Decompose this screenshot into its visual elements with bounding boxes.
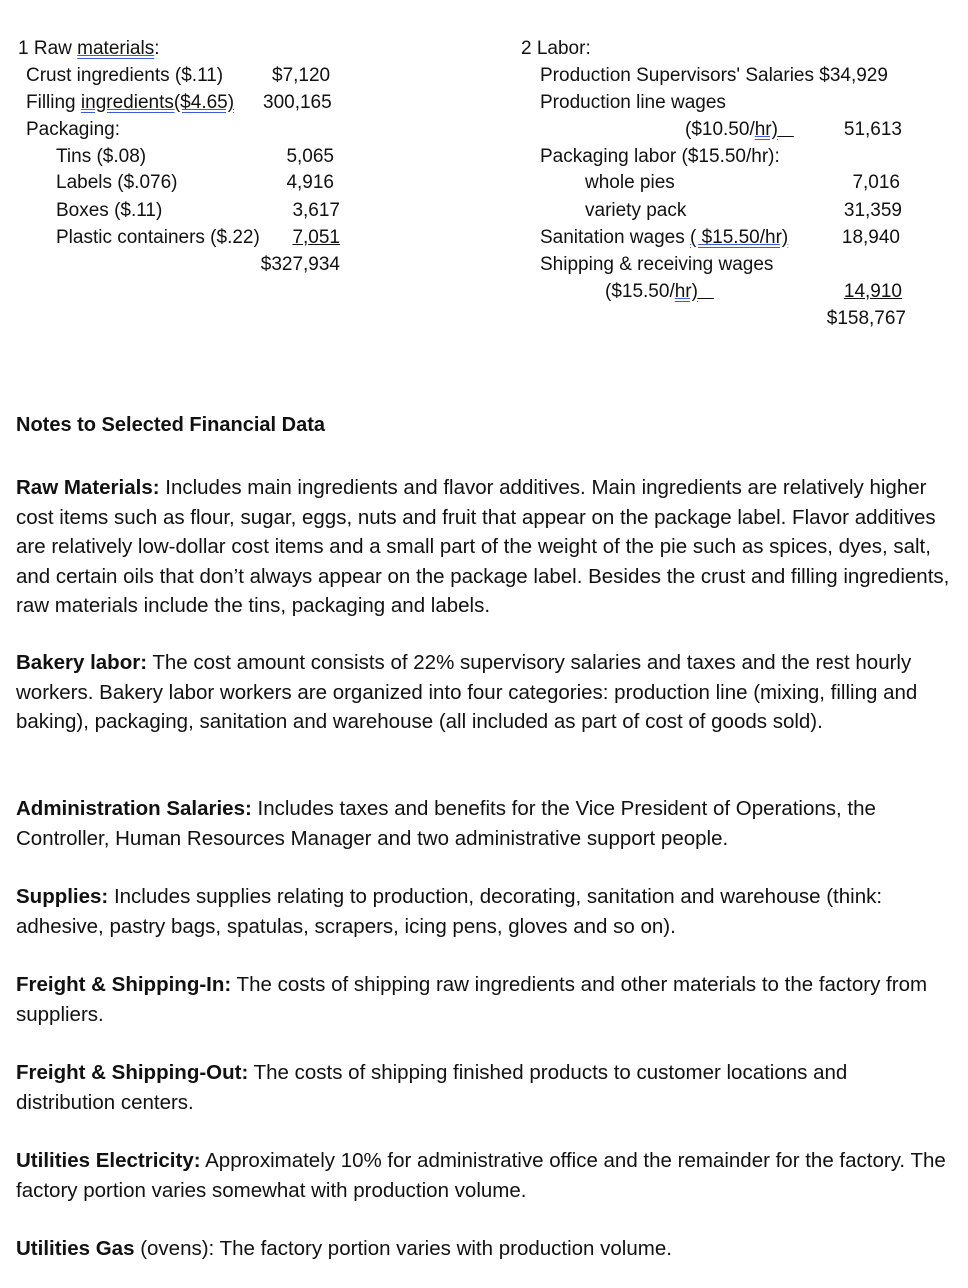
note-text: Approximately 10% for administrative office and the remainder for the factory. The factory portion varies somewhat with production volume. <box>16 1149 946 1202</box>
whole-pies-label: whole pies <box>585 172 675 193</box>
note-text: (ovens): The factory portion varies with production volume. <box>134 1237 672 1260</box>
raw-materials-total: $327,934 <box>260 254 340 275</box>
note-term: Utilities Gas <box>16 1237 135 1260</box>
note-bakery-labor <box>16 648 952 737</box>
note-supplies <box>16 882 952 941</box>
shipping-receiving-rate: ($15.50/hr) <box>605 281 698 302</box>
note-freight-shipping-in <box>16 970 952 1029</box>
note-text: Includes main ingredients and flavor additives. Main ingredients are relatively higher cost items such as flour, sugar, eggs, nuts and fruit that appear on the package label. Flavor additives are relatively low-dollar cost items and a small part of the weight of the pie such as spices, dyes, salt, and certain oils that don’t always appear on the package label. Besides the crust and filling ingredients, raw materials include the tins, packaging and labels. <box>16 476 950 617</box>
filling-value: 300,165 <box>263 92 332 113</box>
note-term: Administration Salaries: <box>16 797 252 820</box>
variety-pack-label: variety pack <box>585 200 687 221</box>
note-term: Bakery labor: <box>16 651 148 674</box>
note-text: The cost amount consists of 22% supervisory salaries and taxes and the rest hourly workers. Bakery labor workers are organized into four categories: production line (mixing, filling and baking), packaging, sanitation and warehouse (all included as part of cost of goods sold). <box>16 651 918 733</box>
note-administration-salaries <box>16 794 952 853</box>
tins-label: Tins ($.08) <box>56 146 147 167</box>
note-text: Includes taxes and benefits for the Vice President of Operations, the Controller, Human Resources Manager and two administrative support people. <box>16 797 876 850</box>
production-line-rate: ($10.50/hr) <box>685 119 778 140</box>
note-term: Freight & Shipping-Out: <box>16 1061 249 1084</box>
variety-pack-value: 31,359 <box>843 200 902 221</box>
plastic-containers-value: 7,051 <box>292 227 340 248</box>
packaging-labor-label: Packaging labor ($15.50/hr): <box>540 146 780 167</box>
labels-label: Labels ($.076) <box>56 172 178 193</box>
boxes-value: 3,617 <box>292 200 340 221</box>
note-term: Supplies: <box>16 885 109 908</box>
note-term: Freight & Shipping-In: <box>16 973 232 996</box>
note-text: Includes supplies relating to production, decorating, sanitation and warehouse (think: adhesive, pastry bags, spatulas, scrapers, icing pens, gloves and so on). <box>16 885 883 938</box>
shipping-receiving-label: Shipping & receiving wages <box>540 254 774 275</box>
shipping-receiving-value: 14,910 <box>843 281 902 302</box>
boxes-label: Boxes ($.11) <box>56 200 163 221</box>
plastic-containers-label: Plastic containers ($.22) <box>56 227 260 248</box>
production-line-value: 51,613 <box>843 119 902 140</box>
note-text: The costs of shipping raw ingredients and other materials to the factory from suppliers. <box>16 973 928 1026</box>
note-raw-materials <box>16 473 952 621</box>
note-freight-shipping-out <box>16 1058 952 1117</box>
note-utilities-electricity <box>16 1146 952 1205</box>
notes-title: Notes to Selected Financial Data <box>16 414 325 436</box>
note-text: The costs of shipping finished products to customer locations and distribution centers. <box>16 1061 848 1114</box>
labels-value: 4,916 <box>286 172 334 193</box>
note-utilities-gas <box>16 1234 952 1264</box>
supervisors-salaries: Production Supervisors' Salaries $34,929 <box>540 65 888 86</box>
filling-label: Filling ingredients($4.65) <box>26 92 235 113</box>
sanitation-wages-label: Sanitation wages ( $15.50/hr) <box>540 227 789 248</box>
crust-value: $7,120 <box>272 65 331 86</box>
packaging-label: Packaging: <box>26 119 121 140</box>
sanitation-wages-value: 18,940 <box>841 227 900 248</box>
whole-pies-value: 7,016 <box>852 172 900 193</box>
labor-header: 2 Labor: <box>521 38 591 59</box>
raw-materials-header: 1 Raw materials: <box>18 38 160 59</box>
production-line-label: Production line wages <box>540 92 726 113</box>
labor-total: $158,767 <box>826 308 906 329</box>
tins-value: 5,065 <box>286 146 334 167</box>
note-term: Utilities Electricity: <box>16 1149 201 1172</box>
note-term: Raw Materials: <box>16 476 160 499</box>
crust-label: Crust ingredients ($.11) <box>26 65 224 86</box>
